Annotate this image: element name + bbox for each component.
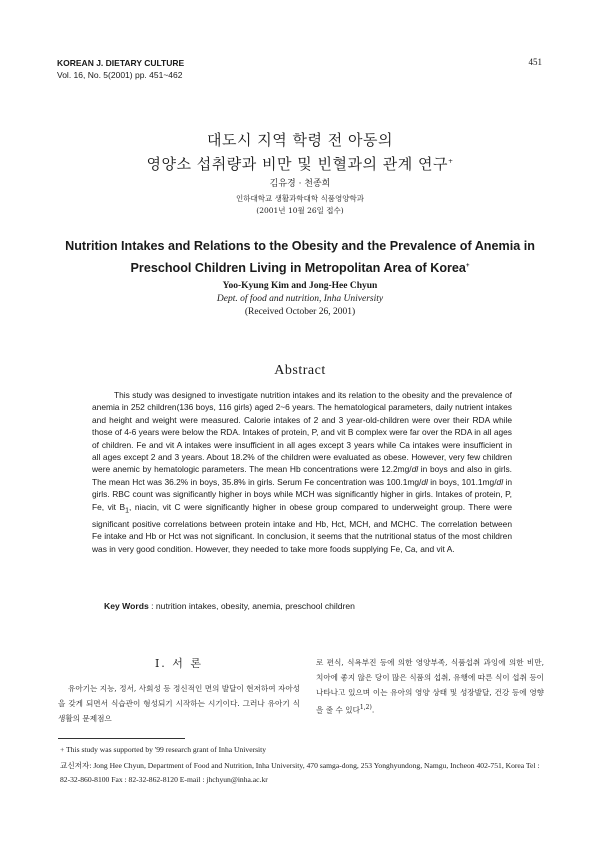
- abstract-part1: This study was designed to investigate nutrition intakes and its relation to the obesity and the prevalence of anemia in 252 children(136 boys, 116 girls) aged 2~6 years. The hematological parameters, daily nutrient intakes and height and weight were measured. Calorie intakes of 2 and 3 year-old-children were over their RDA while those of 4-6 years were below the RDA. Intakes of protein, P, and vit B complex were far over the RDA in all ages of children. Fe and vit A intakes were insufficient in all ages except 3 years while Ca intakes were insufficient in all ages except 2 and 3 years. About 18.2% of the children were evaluated as obese. However, very few children were anemic by hematologic parameters. The mean Hb concentrations were 12.2mg/: [92, 390, 512, 475]
- korean-received: (2001년 10월 26일 접수): [256, 206, 344, 215]
- journal-header: [57, 57, 184, 81]
- korean-authors: 김유경 · 천종희: [269, 179, 331, 189]
- english-title: [0, 236, 600, 278]
- keywords: [104, 601, 355, 611]
- footnote-divider: [58, 738, 185, 739]
- subscript: 1: [125, 507, 130, 515]
- footnote-corresponding-author: 교신저자: Jong Hee Chyun, Department of Food and Nutrition, Inha University, 470 samga-dong, 253 Yonghyundong, Namgu, Incheon 402-751, Korea Tel : 82-32-860-8100 Fax : 82-32-862-8120 E-mail : jhchyun@inha.ac.kr: [60, 761, 540, 784]
- unit-dl: dl: [421, 476, 428, 487]
- korean-title-line2-text: 영양소 섭취량과 비만 및 빈혈과의 관계 연구: [146, 155, 448, 173]
- page-number: 451: [528, 57, 542, 67]
- abstract-part5: , niacin, vit C were significantly higher in obese group compared to underweight group. There were significant positive correlations between protein intake and Hb, Hct, MCH, and MCHC. The correlation between Fe intake and Hb or Hct was not significant. In conclusion, it seems that the nutritional status of the most children was in very good condition. However, they needed to take more foods supplying Fe, Ca, and vit A.: [92, 501, 512, 554]
- korean-title-line2: [0, 151, 600, 175]
- english-received: (Received October 26, 2001): [244, 307, 356, 317]
- abstract-part2: in boys and also in girls. The mean Hct was 36.2% in boys, 35.8% in girls. Serum Fe concentration was 100.1mg/: [92, 464, 512, 487]
- journal-name: KOREAN J. DIETARY CULTURE: [57, 58, 185, 68]
- korean-affiliation: 인하대학교 생활과학대학 식품영양학과: [236, 194, 364, 203]
- unit-dl: dl: [496, 476, 504, 487]
- korean-title: [0, 130, 600, 175]
- intro-right-column: [316, 655, 544, 718]
- intro-right-end: .: [371, 705, 375, 715]
- english-title-line2: [0, 256, 600, 278]
- abstract-part3: in boys, 101.1mg/: [427, 476, 497, 487]
- english-title-line2-text: Preschool Children Living in Metropolitan Area of Korea: [130, 261, 466, 276]
- korean-affiliation-block: [0, 193, 600, 217]
- abstract-heading: Abstract: [274, 363, 326, 378]
- section-heading: I. 서 론: [154, 657, 204, 670]
- reference-mark: 1,2): [359, 704, 372, 711]
- abstract-part4: in girls. RBC count was significantly higher in boys while MCH was significantly higher in girls. Intakes of protein, P, Fe, vit B: [92, 476, 512, 512]
- english-title-mark: +: [465, 263, 470, 269]
- unit-dl: dl: [411, 464, 419, 475]
- intro-left-column: 유아기는 지능, 정서, 사회성 등 정신적인 면의 발달이 현저하여 자아성을 갖게 되면서 식습관이 형성되기 시작하는 시기이다. 그러나 유아기 식생활의 문제점으: [58, 684, 300, 723]
- korean-title-line1: 대도시 지역 학령 전 아동의: [207, 131, 393, 149]
- english-authors: Yoo-Kyung Kim and Jong-Hee Chyun: [222, 281, 378, 291]
- keywords-label: Key Words: [104, 601, 149, 611]
- korean-title-mark: +: [447, 158, 454, 165]
- english-title-line1: Nutrition Intakes and Relations to the Obesity and the Prevalence of Anemia in: [65, 239, 535, 253]
- volume-info: Vol. 16, No. 5(2001) pp. 451~462: [57, 70, 183, 80]
- footnote-grant: + This study was supported by '99 research grant of Inha University: [60, 745, 267, 754]
- english-affiliation: Dept. of food and nutrition, Inha University: [216, 294, 384, 304]
- abstract-body: [92, 389, 512, 555]
- keywords-list: : nutrition intakes, obesity, anemia, preschool children: [148, 601, 355, 611]
- intro-right-text: 로 편식, 식욕부진 등에 의한 영양부족, 식품섭취 과잉에 의한 비만, 치아에 좋지 않은 당이 많은 식품의 섭취, 유행에 따른 식이 섭취 등이 나타나고 있으며 이는 유아의 영양 상태 및 성장발달, 건강 등에 영향을 줄 수 있다: [316, 658, 544, 715]
